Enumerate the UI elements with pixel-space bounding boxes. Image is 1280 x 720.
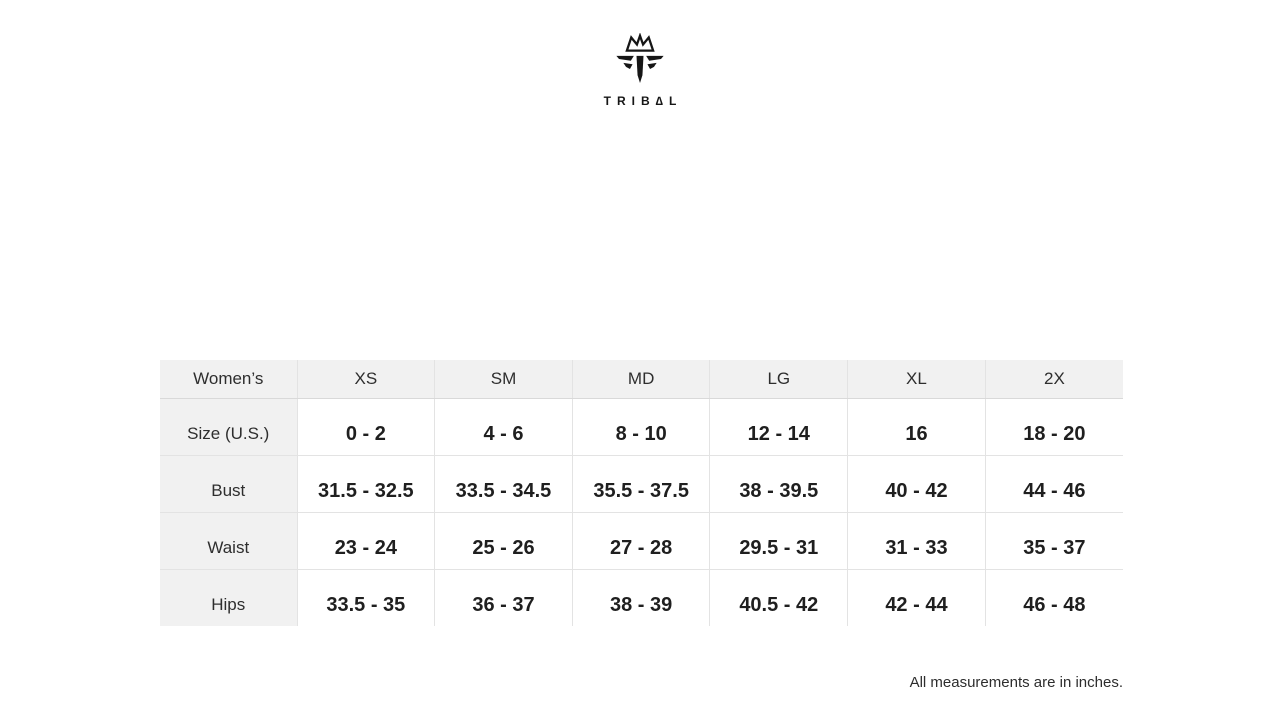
size-cell: 38 - 39.5: [710, 455, 848, 512]
size-cell: 38 - 39: [572, 569, 710, 626]
table-row-waist: [160, 512, 1123, 569]
table-row-hips: [160, 569, 1123, 626]
row-label: Size (U.S.): [160, 398, 297, 455]
column-header-womens: Women’s: [160, 360, 297, 398]
measurements-note: All measurements are in inches.: [909, 674, 1123, 691]
size-chart-header-row: [160, 360, 1123, 398]
size-cell: 35.5 - 37.5: [572, 455, 710, 512]
size-cell: 33.5 - 35: [297, 569, 435, 626]
column-header-xs: XS: [297, 360, 435, 398]
size-cell: 44 - 46: [985, 455, 1123, 512]
row-label: Hips: [160, 569, 297, 626]
row-label: Bust: [160, 455, 297, 512]
size-cell: 23 - 24: [297, 512, 435, 569]
column-header-lg: LG: [710, 360, 848, 398]
size-cell: 27 - 28: [572, 512, 710, 569]
size-cell: 40.5 - 42: [710, 569, 848, 626]
row-label: Waist: [160, 512, 297, 569]
size-cell: 12 - 14: [710, 398, 848, 455]
size-cell: 36 - 37: [435, 569, 573, 626]
column-header-md: MD: [572, 360, 710, 398]
size-cell: 18 - 20: [985, 398, 1123, 455]
size-chart-table: [160, 360, 1123, 626]
size-cell: 29.5 - 31: [710, 512, 848, 569]
brand-wordmark: TRIB∆L: [603, 94, 683, 108]
size-cell: 8 - 10: [572, 398, 710, 455]
size-cell: 33.5 - 34.5: [435, 455, 573, 512]
size-cell: 35 - 37: [985, 512, 1123, 569]
size-cell: 16: [848, 398, 986, 455]
table-row-size-us: [160, 398, 1123, 455]
size-cell: 4 - 6: [435, 398, 573, 455]
size-cell: 0 - 2: [297, 398, 435, 455]
brand-logo: [0, 33, 1280, 108]
size-cell: 46 - 48: [985, 569, 1123, 626]
table-row-bust: [160, 455, 1123, 512]
tribal-crown-icon: [612, 33, 668, 91]
size-chart: [160, 360, 1123, 626]
size-cell: 40 - 42: [848, 455, 986, 512]
size-cell: 42 - 44: [848, 569, 986, 626]
size-cell: 31 - 33: [848, 512, 986, 569]
column-header-2x: 2X: [985, 360, 1123, 398]
column-header-xl: XL: [848, 360, 986, 398]
column-header-sm: SM: [435, 360, 573, 398]
size-cell: 31.5 - 32.5: [297, 455, 435, 512]
size-cell: 25 - 26: [435, 512, 573, 569]
